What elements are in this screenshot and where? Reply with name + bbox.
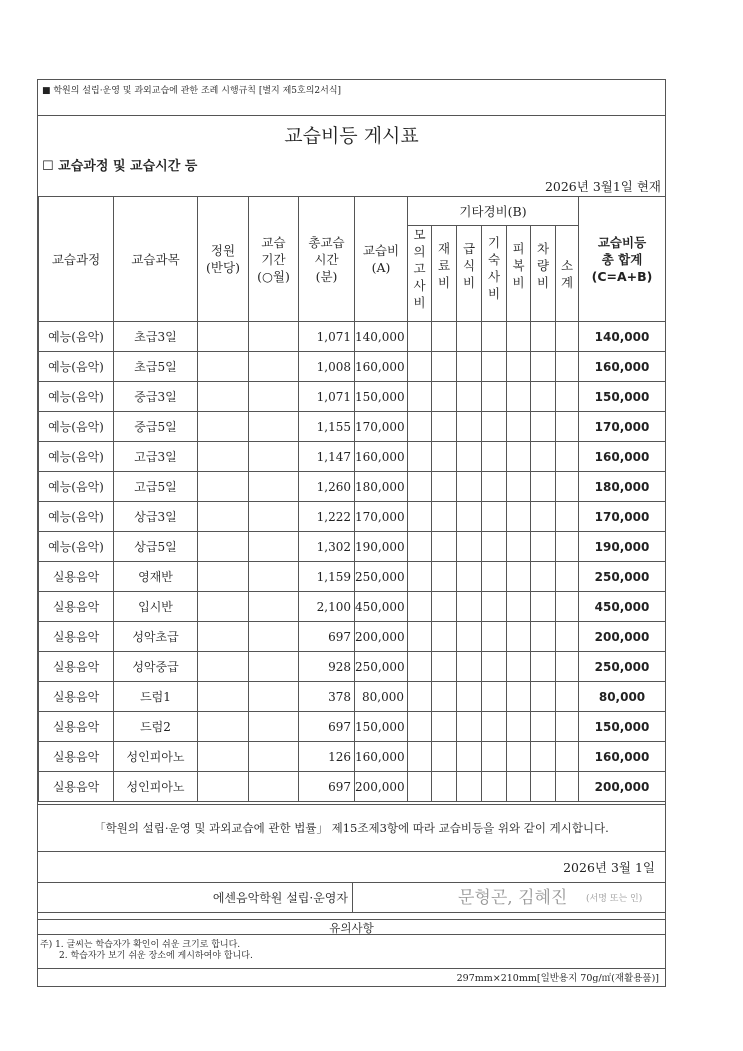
row-course: 실용음악: [39, 682, 114, 712]
col-header-subtotal: 소 계: [556, 226, 579, 322]
row-mock: [408, 622, 432, 652]
row-fee: 190,000: [355, 532, 408, 562]
col-header-subject: 교습과목: [114, 197, 198, 322]
operator-names: 문형곤, 김혜진: [458, 888, 568, 908]
table-row: [39, 622, 666, 652]
row-subject: 성악초급: [114, 622, 198, 652]
row-course: 실용음악: [39, 742, 114, 772]
col-header-dorm: 기 숙 사 비: [482, 226, 507, 322]
row-dorm: [482, 412, 507, 442]
row-course: 예능(음악): [39, 472, 114, 502]
row-total: 170,000: [579, 502, 666, 532]
row-dorm: [482, 382, 507, 412]
col-header-total: 교습비등 총 합계 (C=A+B): [579, 197, 666, 322]
spacer-row: [38, 912, 665, 919]
row-uniform: [507, 352, 531, 382]
row-subject: 중급5일: [114, 412, 198, 442]
row-capacity: [198, 382, 249, 412]
row-subtotal: [556, 592, 579, 622]
row-period: [249, 382, 299, 412]
row-capacity: [198, 712, 249, 742]
row-subject: 성인피아노: [114, 742, 198, 772]
row-period: [249, 562, 299, 592]
row-total: 150,000: [579, 712, 666, 742]
table-row: [39, 592, 666, 622]
row-mock: [408, 562, 432, 592]
row-material: [432, 592, 457, 622]
row-subtotal: [556, 772, 579, 802]
row-hours: 1,222: [299, 502, 355, 532]
row-capacity: [198, 772, 249, 802]
row-vehicle: [531, 442, 556, 472]
notes: [38, 936, 665, 968]
row-capacity: [198, 682, 249, 712]
row-capacity: [198, 352, 249, 382]
row-mock: [408, 322, 432, 352]
row-fee: 180,000: [355, 472, 408, 502]
row-total: 160,000: [579, 742, 666, 772]
row-period: [249, 652, 299, 682]
row-uniform: [507, 652, 531, 682]
row-material: [432, 652, 457, 682]
row-vehicle: [531, 532, 556, 562]
table-row: [39, 652, 666, 682]
col-header-fee: 교습비 (A): [355, 197, 408, 322]
row-dorm: [482, 442, 507, 472]
row-subject: 초급3일: [114, 322, 198, 352]
row-subject: 고급5일: [114, 472, 198, 502]
row-subject: 드럼1: [114, 682, 198, 712]
row-total: 80,000: [579, 682, 666, 712]
row-mock: [408, 592, 432, 622]
row-mock: [408, 472, 432, 502]
row-capacity: [198, 502, 249, 532]
row-course: 예능(음악): [39, 322, 114, 352]
row-uniform: [507, 532, 531, 562]
row-meal: [457, 502, 482, 532]
as-of-date: 2026년 3월1일 현재: [544, 179, 661, 194]
row-hours: 1,260: [299, 472, 355, 502]
row-total: 180,000: [579, 472, 666, 502]
row-period: [249, 742, 299, 772]
row-meal: [457, 472, 482, 502]
note-2: 2. 학습자가 보기 쉬운 장소에 게시하여야 합니다.: [59, 951, 253, 961]
notice-statement: 「학원의 설립·운영 및 과외교습에 관한 법률」 제15조제3항에 따라 교습비등을 위와 같이 게시합니다.: [38, 804, 665, 851]
row-period: [249, 442, 299, 472]
row-course: 실용음악: [39, 772, 114, 802]
row-subtotal: [556, 652, 579, 682]
row-subtotal: [556, 712, 579, 742]
row-total: 250,000: [579, 652, 666, 682]
row-hours: 697: [299, 772, 355, 802]
row-meal: [457, 562, 482, 592]
row-fee: 200,000: [355, 772, 408, 802]
row-capacity: [198, 622, 249, 652]
row-course: 실용음악: [39, 592, 114, 622]
row-meal: [457, 742, 482, 772]
table-row: [39, 502, 666, 532]
row-subtotal: [556, 472, 579, 502]
row-period: [249, 352, 299, 382]
col-header-mock-exam: 모 의 고 사 비: [408, 226, 432, 322]
row-meal: [457, 352, 482, 382]
row-subject: 영재반: [114, 562, 198, 592]
row-total: 450,000: [579, 592, 666, 622]
row-subtotal: [556, 682, 579, 712]
table-row: [39, 382, 666, 412]
row-subject: 성인피아노: [114, 772, 198, 802]
row-uniform: [507, 442, 531, 472]
row-uniform: [507, 772, 531, 802]
row-fee: 80,000: [355, 682, 408, 712]
row-hours: 126: [299, 742, 355, 772]
row-fee: 140,000: [355, 322, 408, 352]
row-material: [432, 322, 457, 352]
row-meal: [457, 382, 482, 412]
row-capacity: [198, 592, 249, 622]
row-dorm: [482, 652, 507, 682]
row-hours: 2,100: [299, 592, 355, 622]
row-vehicle: [531, 682, 556, 712]
row-capacity: [198, 532, 249, 562]
row-fee: 150,000: [355, 712, 408, 742]
row-material: [432, 772, 457, 802]
row-material: [432, 472, 457, 502]
row-mock: [408, 502, 432, 532]
col-header-vehicle: 차 량 비: [531, 226, 556, 322]
row-total: 250,000: [579, 562, 666, 592]
row-uniform: [507, 712, 531, 742]
row-subtotal: [556, 502, 579, 532]
row-mock: [408, 532, 432, 562]
row-subject: 고급3일: [114, 442, 198, 472]
row-vehicle: [531, 652, 556, 682]
row-course: 실용음악: [39, 712, 114, 742]
row-uniform: [507, 592, 531, 622]
row-meal: [457, 532, 482, 562]
row-uniform: [507, 562, 531, 592]
notice-form: [37, 79, 666, 987]
row-vehicle: [531, 352, 556, 382]
row-dorm: [482, 322, 507, 352]
row-hours: 1,008: [299, 352, 355, 382]
row-dorm: [482, 352, 507, 382]
paper-spec: 297mm×210mm[일반용지 70g/㎡(재활용품)]: [38, 968, 665, 988]
row-course: 예능(음악): [39, 502, 114, 532]
row-hours: 378: [299, 682, 355, 712]
table-row: [39, 772, 666, 802]
row-uniform: [507, 622, 531, 652]
operator-label: 에센음악학원 설립·운영자: [38, 883, 353, 913]
row-course: 예능(음악): [39, 442, 114, 472]
page-title: 교습비등 게시표: [284, 125, 419, 147]
row-fee: 200,000: [355, 622, 408, 652]
row-fee: 160,000: [355, 742, 408, 772]
row-material: [432, 622, 457, 652]
col-header-meal: 급 식 비: [457, 226, 482, 322]
row-capacity: [198, 652, 249, 682]
row-uniform: [507, 382, 531, 412]
row-subtotal: [556, 562, 579, 592]
row-subtotal: [556, 532, 579, 562]
row-course: 실용음악: [39, 562, 114, 592]
col-header-hours: 총교습 시간 (분): [299, 197, 355, 322]
col-header-capacity: 정원 (반당): [198, 197, 249, 322]
row-course: 예능(음악): [39, 532, 114, 562]
row-capacity: [198, 742, 249, 772]
row-material: [432, 562, 457, 592]
row-total: 150,000: [579, 382, 666, 412]
row-hours: 1,302: [299, 532, 355, 562]
row-vehicle: [531, 622, 556, 652]
row-subtotal: [556, 412, 579, 442]
regulation-header: ■ 학원의 설립·운영 및 과외교습에 관한 조례 시행규칙 [별지 제5호의2서식]: [38, 80, 665, 116]
table-row: [39, 682, 666, 712]
row-subject: 상급3일: [114, 502, 198, 532]
row-vehicle: [531, 472, 556, 502]
table-row: [39, 712, 666, 742]
row-total: 160,000: [579, 352, 666, 382]
row-capacity: [198, 562, 249, 592]
row-fee: 160,000: [355, 352, 408, 382]
row-course: 실용음악: [39, 652, 114, 682]
row-course: 예능(음악): [39, 412, 114, 442]
row-period: [249, 412, 299, 442]
row-subject: 초급5일: [114, 352, 198, 382]
row-period: [249, 472, 299, 502]
row-mock: [408, 772, 432, 802]
note-1: 주) 1. 글씨는 학습자가 확인이 쉬운 크기로 합니다.: [40, 940, 241, 950]
col-header-uniform: 피 복 비: [507, 226, 531, 322]
table-row: [39, 532, 666, 562]
row-uniform: [507, 412, 531, 442]
row-hours: 1,159: [299, 562, 355, 592]
table-row: [39, 472, 666, 502]
row-material: [432, 352, 457, 382]
row-dorm: [482, 502, 507, 532]
row-period: [249, 772, 299, 802]
row-mock: [408, 712, 432, 742]
row-dorm: [482, 622, 507, 652]
row-material: [432, 712, 457, 742]
row-vehicle: [531, 562, 556, 592]
row-meal: [457, 712, 482, 742]
table-row: [39, 442, 666, 472]
row-total: 170,000: [579, 412, 666, 442]
row-dorm: [482, 712, 507, 742]
table-row: [39, 742, 666, 772]
row-material: [432, 382, 457, 412]
row-vehicle: [531, 412, 556, 442]
row-meal: [457, 622, 482, 652]
row-total: 200,000: [579, 622, 666, 652]
row-total: 160,000: [579, 442, 666, 472]
row-meal: [457, 442, 482, 472]
row-hours: 928: [299, 652, 355, 682]
row-mock: [408, 742, 432, 772]
row-mock: [408, 352, 432, 382]
row-dorm: [482, 472, 507, 502]
row-period: [249, 682, 299, 712]
col-header-course: 교습과정: [39, 197, 114, 322]
table-row: [39, 322, 666, 352]
row-vehicle: [531, 772, 556, 802]
row-period: [249, 322, 299, 352]
row-uniform: [507, 742, 531, 772]
row-material: [432, 442, 457, 472]
row-capacity: [198, 322, 249, 352]
row-material: [432, 412, 457, 442]
row-dorm: [482, 682, 507, 712]
row-fee: 250,000: [355, 652, 408, 682]
row-vehicle: [531, 592, 556, 622]
caution-title: 유의사항: [38, 919, 665, 935]
col-header-period: 교습 기간 (○월): [249, 197, 299, 322]
row-fee: 170,000: [355, 502, 408, 532]
row-period: [249, 532, 299, 562]
signature-hint: (서명 또는 인): [586, 894, 643, 904]
row-hours: 1,071: [299, 322, 355, 352]
row-meal: [457, 772, 482, 802]
row-material: [432, 682, 457, 712]
row-material: [432, 532, 457, 562]
row-mock: [408, 442, 432, 472]
row-period: [249, 712, 299, 742]
table-row: [39, 412, 666, 442]
row-hours: 697: [299, 622, 355, 652]
row-mock: [408, 412, 432, 442]
row-capacity: [198, 412, 249, 442]
row-subject: 상급5일: [114, 532, 198, 562]
row-subtotal: [556, 322, 579, 352]
row-dorm: [482, 742, 507, 772]
row-course: 예능(음악): [39, 352, 114, 382]
row-total: 190,000: [579, 532, 666, 562]
row-meal: [457, 652, 482, 682]
row-meal: [457, 412, 482, 442]
row-fee: 150,000: [355, 382, 408, 412]
row-period: [249, 622, 299, 652]
row-meal: [457, 592, 482, 622]
row-fee: 170,000: [355, 412, 408, 442]
sign-date: 2026년 3월 1일: [38, 851, 665, 882]
row-meal: [457, 322, 482, 352]
row-dorm: [482, 532, 507, 562]
col-header-material: 재 료 비: [432, 226, 457, 322]
row-uniform: [507, 502, 531, 532]
row-total: 140,000: [579, 322, 666, 352]
row-vehicle: [531, 382, 556, 412]
row-total: 200,000: [579, 772, 666, 802]
row-fee: 450,000: [355, 592, 408, 622]
row-subtotal: [556, 442, 579, 472]
row-material: [432, 742, 457, 772]
row-dorm: [482, 562, 507, 592]
row-subject: 입시반: [114, 592, 198, 622]
row-hours: 697: [299, 712, 355, 742]
row-vehicle: [531, 322, 556, 352]
col-header-other-expenses: 기타경비(B): [408, 197, 579, 226]
row-dorm: [482, 772, 507, 802]
row-subject: 중급3일: [114, 382, 198, 412]
row-subtotal: [556, 352, 579, 382]
row-subtotal: [556, 382, 579, 412]
row-capacity: [198, 442, 249, 472]
row-mock: [408, 682, 432, 712]
table-row: [39, 562, 666, 592]
section-subtitle: ☐ 교습과정 및 교습시간 등: [42, 159, 198, 174]
row-subject: 성악중급: [114, 652, 198, 682]
row-vehicle: [531, 742, 556, 772]
fee-table: [38, 196, 666, 802]
signature-row: [38, 882, 665, 912]
row-subtotal: [556, 622, 579, 652]
row-subtotal: [556, 742, 579, 772]
row-vehicle: [531, 712, 556, 742]
table-row: [39, 352, 666, 382]
row-fee: 160,000: [355, 442, 408, 472]
row-course: 실용음악: [39, 622, 114, 652]
row-period: [249, 502, 299, 532]
row-period: [249, 592, 299, 622]
row-hours: 1,155: [299, 412, 355, 442]
row-uniform: [507, 682, 531, 712]
row-uniform: [507, 322, 531, 352]
row-mock: [408, 382, 432, 412]
row-mock: [408, 652, 432, 682]
row-material: [432, 502, 457, 532]
row-meal: [457, 682, 482, 712]
row-vehicle: [531, 502, 556, 532]
row-hours: 1,071: [299, 382, 355, 412]
row-uniform: [507, 472, 531, 502]
row-fee: 250,000: [355, 562, 408, 592]
row-dorm: [482, 592, 507, 622]
row-capacity: [198, 472, 249, 502]
row-course: 예능(음악): [39, 382, 114, 412]
row-hours: 1,147: [299, 442, 355, 472]
row-subject: 드럼2: [114, 712, 198, 742]
